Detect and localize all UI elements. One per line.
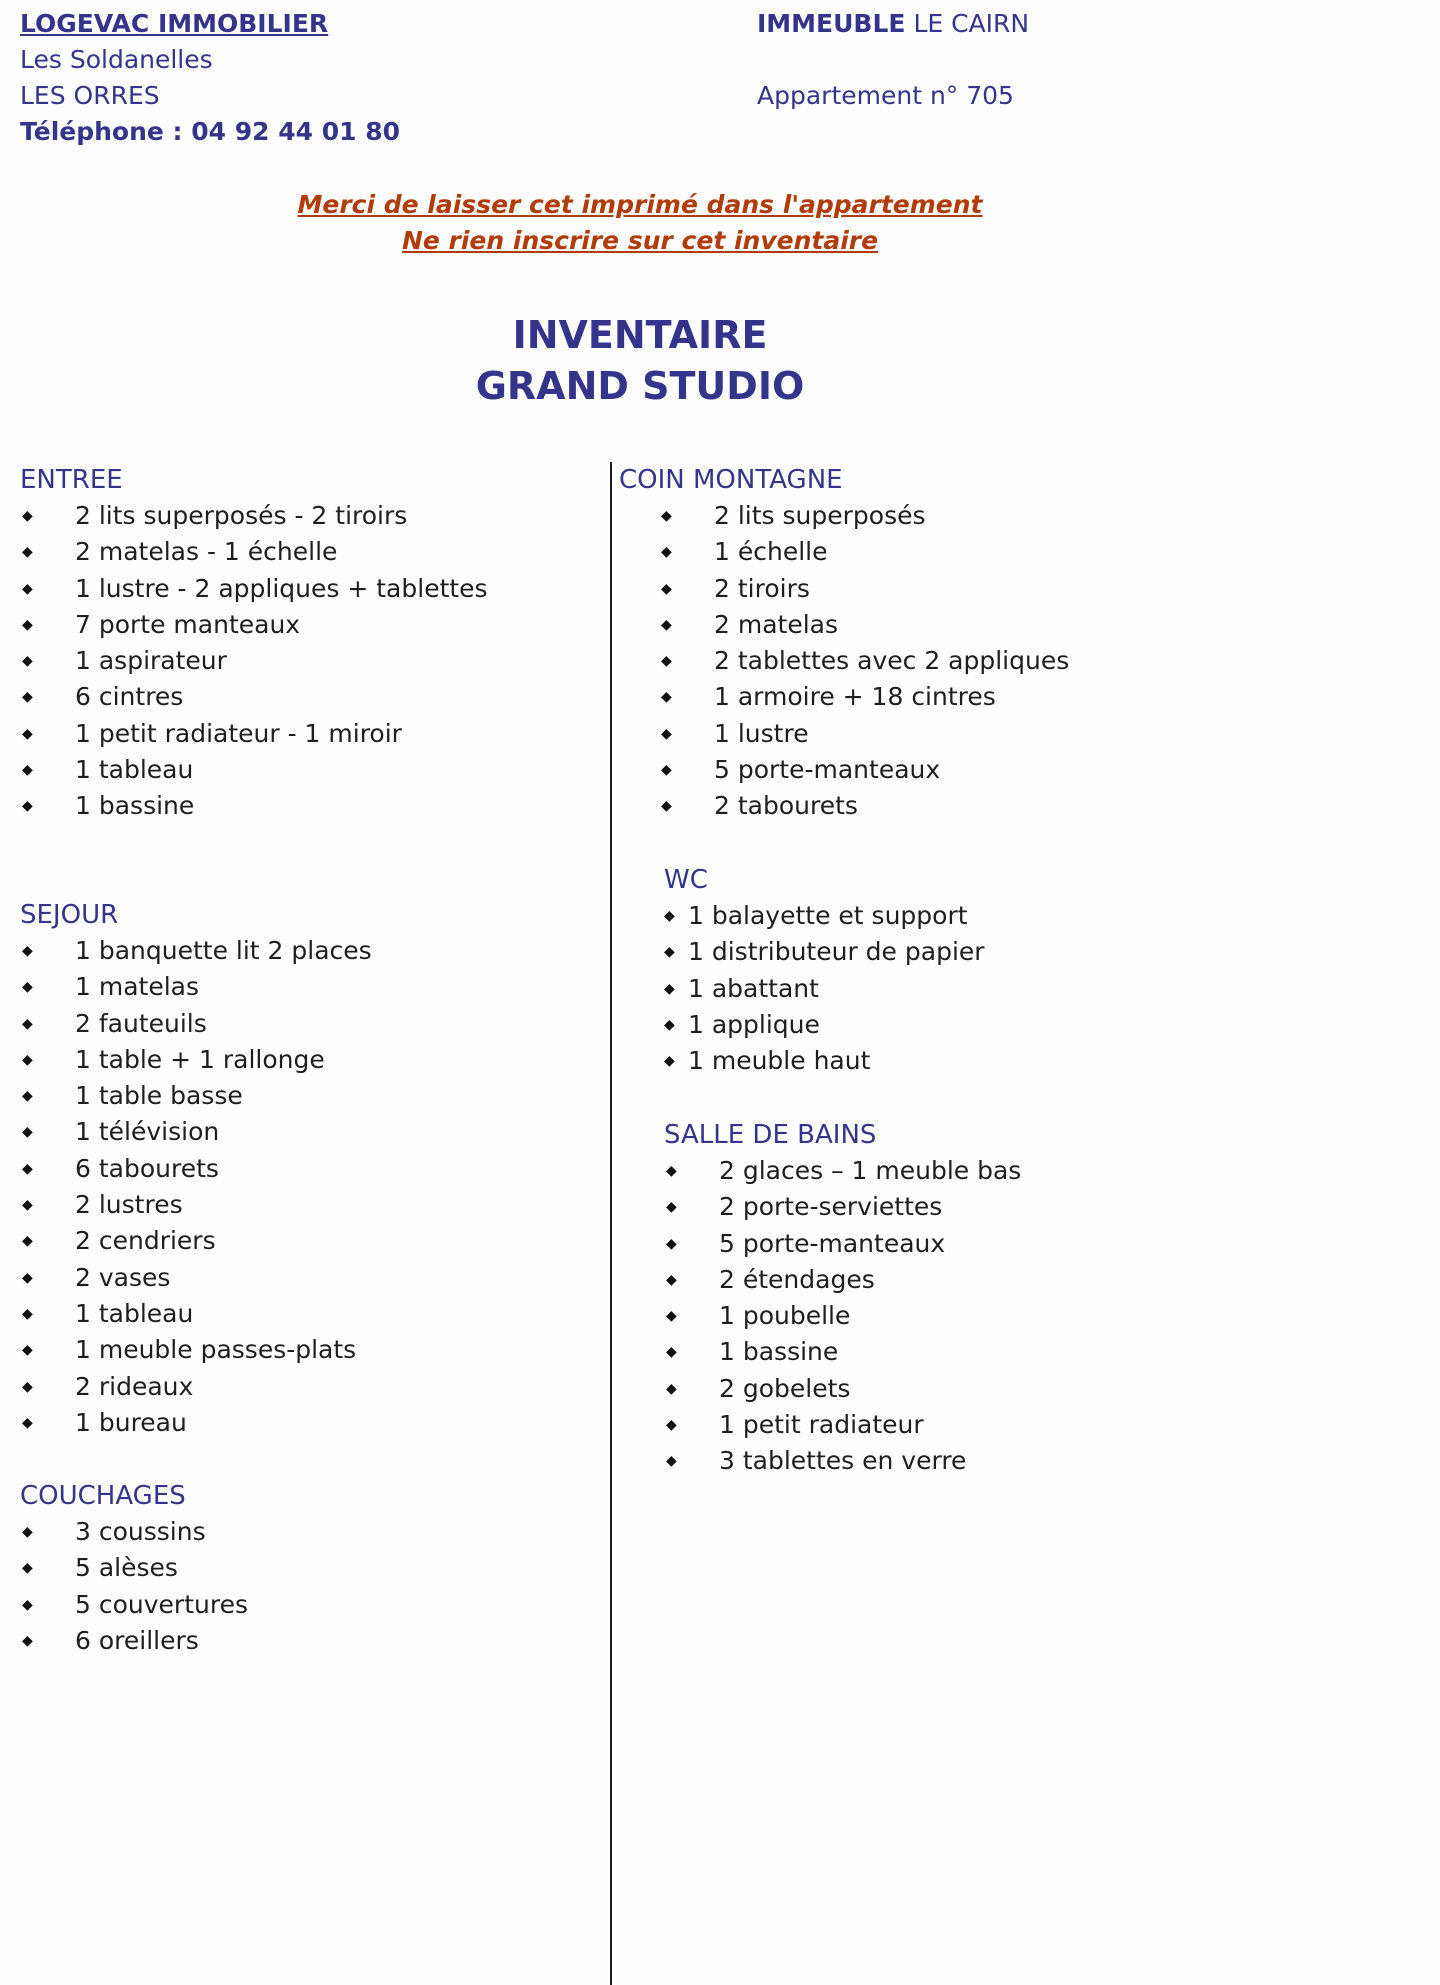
item-list [20, 1514, 248, 1659]
bullet-icon: ◆ [664, 1053, 675, 1070]
bullet-icon: ◆ [22, 1632, 33, 1649]
item-text: 2 glaces – 1 meuble bas [719, 1156, 1022, 1185]
bullet-icon: ◆ [22, 508, 33, 524]
item-text: 2 lits superposés [714, 501, 926, 530]
item-text: 3 tablettes en verre [719, 1446, 967, 1476]
list-item [664, 1043, 985, 1079]
list-item [659, 788, 1069, 824]
bullet-icon: ◆ [664, 1016, 675, 1033]
bullet-icon: ◆ [22, 1596, 33, 1613]
list-item [20, 607, 488, 643]
bullet-icon: ◆ [661, 653, 672, 670]
notice-line-1: Merci de laisser cet imprimé dans l'appartement [297, 190, 983, 219]
list-item [659, 571, 1069, 607]
item-text: 1 armoire + 18 cintres [714, 682, 996, 712]
list-item [20, 1296, 372, 1332]
section-couchages [20, 1478, 248, 1659]
bullet-icon: ◆ [22, 1160, 33, 1177]
section-wc [664, 862, 985, 1079]
list-item [659, 643, 1069, 679]
item-text: 1 petit radiateur - 1 miroir [75, 718, 402, 748]
item-text: 1 matelas [75, 972, 199, 1002]
item-text: 1 échelle [714, 537, 828, 567]
item-text: 1 balayette et support [688, 901, 968, 930]
column-divider [610, 462, 612, 1985]
bullet-icon: ◆ [22, 1015, 33, 1032]
item-text: 3 coussins [75, 1517, 206, 1546]
item-text: 7 porte manteaux [75, 609, 301, 639]
bullet-icon: ◆ [661, 689, 672, 706]
bullet-icon: ◆ [22, 1524, 33, 1540]
list-item [20, 1550, 248, 1586]
list-item [20, 1114, 372, 1150]
item-text: 2 étendages [719, 1264, 875, 1294]
list-item [659, 498, 1069, 534]
list-item [20, 1514, 248, 1550]
bullet-icon: ◆ [22, 616, 33, 633]
address-line-2: LES ORRES [20, 81, 160, 110]
item-list [20, 933, 372, 1441]
title-line-2: GRAND STUDIO [475, 364, 805, 408]
list-item [20, 1332, 372, 1368]
item-text: 2 matelas - 1 échelle [75, 537, 338, 567]
bullet-icon: ◆ [661, 544, 672, 561]
item-text: 1 aspirateur [75, 646, 227, 676]
agency-contact [20, 6, 400, 150]
list-item [20, 498, 488, 534]
section-sejour [20, 897, 372, 1441]
section-heading: SEJOUR [20, 900, 119, 930]
item-text: 1 banquette lit 2 places [75, 936, 372, 965]
section-heading: COIN MONTAGNE [619, 465, 843, 495]
list-item [659, 607, 1069, 643]
title-line-1: INVENTAIRE [512, 313, 768, 357]
item-text: 1 bassine [75, 791, 195, 821]
list-item [20, 1260, 372, 1296]
item-text: 2 tiroirs [714, 573, 810, 603]
item-text: 2 fauteuils [75, 1008, 207, 1038]
apartment-number: Appartement n° 705 [757, 81, 1014, 110]
bullet-icon: ◆ [22, 1124, 33, 1141]
list-item [20, 969, 372, 1005]
list-item [664, 1407, 1021, 1443]
list-item [20, 679, 488, 715]
list-item [20, 752, 488, 788]
list-item [20, 643, 488, 679]
bullet-icon: ◆ [666, 1308, 677, 1325]
bullet-icon: ◆ [22, 1051, 33, 1068]
bullet-icon: ◆ [22, 1269, 33, 1286]
item-text: 2 rideaux [75, 1371, 194, 1401]
item-text: 1 petit radiateur [719, 1410, 924, 1440]
list-item [664, 1371, 1021, 1407]
list-item [20, 1187, 372, 1223]
bullet-icon: ◆ [666, 1380, 677, 1397]
list-item [664, 934, 985, 970]
list-item [20, 788, 488, 824]
list-item [664, 1298, 1021, 1334]
list-item [664, 1262, 1021, 1298]
list-item [20, 1042, 372, 1078]
item-text: 6 oreillers [75, 1625, 199, 1655]
item-text: 2 tablettes avec 2 appliques [714, 646, 1070, 676]
item-text: 1 table + 1 rallonge [75, 1044, 325, 1074]
list-item [659, 679, 1069, 715]
bullet-icon: ◆ [666, 1417, 677, 1434]
bullet-icon: ◆ [666, 1453, 677, 1470]
list-item [664, 1226, 1021, 1262]
list-item [659, 752, 1069, 788]
section-heading: WC [664, 865, 708, 895]
bullet-icon: ◆ [22, 1305, 33, 1322]
bullet-icon: ◆ [22, 762, 33, 779]
item-text: 2 lits superposés - 2 tiroirs [75, 501, 408, 530]
item-text: 1 meuble haut [688, 1046, 871, 1076]
item-text: 1 tableau [75, 1298, 194, 1328]
list-item [20, 1151, 372, 1187]
item-text: 5 alèses [75, 1553, 178, 1583]
list-item [20, 716, 488, 752]
section-heading: COUCHAGES [20, 1481, 186, 1511]
list-item [659, 534, 1069, 570]
list-item [20, 534, 488, 570]
item-text: 1 bassine [719, 1337, 839, 1367]
item-text: 2 vases [75, 1262, 171, 1292]
bullet-icon: ◆ [22, 798, 33, 815]
item-text: 5 couvertures [75, 1589, 248, 1619]
bullet-icon: ◆ [661, 725, 672, 742]
list-item [659, 716, 1069, 752]
bullet-icon: ◆ [664, 980, 675, 997]
item-text: 2 gobelets [719, 1373, 851, 1403]
item-list [659, 498, 1069, 825]
notice [0, 187, 1280, 259]
list-item [20, 1223, 372, 1259]
item-text: 2 matelas [714, 609, 838, 639]
bullet-icon: ◆ [22, 689, 33, 706]
list-item [20, 933, 372, 969]
bullet-icon: ◆ [22, 1342, 33, 1359]
bullet-icon: ◆ [22, 1197, 33, 1214]
bullet-icon: ◆ [22, 943, 33, 959]
page-title [0, 310, 1280, 412]
item-text: 2 cendriers [75, 1226, 216, 1256]
item-text: 1 bureau [75, 1407, 187, 1437]
bullet-icon: ◆ [666, 1344, 677, 1361]
bullet-icon: ◆ [22, 544, 33, 561]
list-item [20, 1369, 372, 1405]
bullet-icon: ◆ [664, 908, 675, 924]
bullet-icon: ◆ [22, 1414, 33, 1431]
list-item [20, 1078, 372, 1114]
list-item [664, 1334, 1021, 1370]
item-text: 1 meuble passes-plats [75, 1335, 357, 1365]
notice-line-2: Ne rien inscrire sur cet inventaire [401, 226, 879, 255]
section-heading: ENTREE [20, 465, 123, 495]
list-item [20, 1006, 372, 1042]
item-text: 1 applique [688, 1009, 820, 1039]
property-info [757, 6, 1029, 114]
item-text: 1 distributeur de papier [688, 937, 985, 967]
item-text: 5 porte-manteaux [719, 1228, 946, 1258]
item-text: 6 cintres [75, 682, 184, 712]
bullet-icon: ◆ [22, 653, 33, 670]
list-item [20, 1405, 372, 1441]
item-list [664, 898, 985, 1079]
bullet-icon: ◆ [22, 1560, 33, 1577]
list-item [664, 898, 985, 934]
bullet-icon: ◆ [661, 798, 672, 815]
bullet-icon: ◆ [22, 979, 33, 996]
building-name [757, 6, 1029, 42]
section-entree [20, 462, 488, 825]
bullet-icon: ◆ [661, 762, 672, 779]
bullet-icon: ◆ [22, 725, 33, 742]
item-text: 1 tableau [75, 755, 194, 785]
address-line-1: Les Soldanelles [20, 45, 213, 74]
section-heading: SALLE DE BAINS [664, 1120, 877, 1150]
bullet-icon: ◆ [666, 1199, 677, 1216]
section-coin-montagne [619, 462, 1069, 825]
bullet-icon: ◆ [22, 580, 33, 597]
item-text: 5 porte-manteaux [714, 755, 941, 785]
list-item [664, 971, 985, 1007]
bullet-icon: ◆ [661, 616, 672, 633]
item-text: 1 abattant [688, 973, 819, 1003]
list-item [664, 1189, 1021, 1225]
item-text: 2 porte-serviettes [719, 1192, 943, 1222]
bullet-icon: ◆ [666, 1235, 677, 1252]
item-text: 1 lustre - 2 appliques + tablettes [75, 573, 488, 603]
bullet-icon: ◆ [666, 1271, 677, 1288]
bullet-icon: ◆ [661, 580, 672, 597]
item-text: 1 télévision [75, 1117, 220, 1147]
list-item [20, 571, 488, 607]
item-text: 1 table basse [75, 1081, 243, 1111]
list-item [664, 1153, 1021, 1189]
item-text: 2 tabourets [714, 791, 858, 821]
bullet-icon: ◆ [22, 1233, 33, 1250]
bullet-icon: ◆ [664, 944, 675, 961]
item-list [664, 1153, 1021, 1480]
item-list [20, 498, 488, 825]
list-item [664, 1007, 985, 1043]
building-prefix: IMMEUBLE [757, 9, 906, 38]
item-text: 1 lustre [714, 718, 809, 748]
building-name-text: LE CAIRN [905, 9, 1030, 38]
list-item [20, 1587, 248, 1623]
item-text: 2 lustres [75, 1190, 183, 1220]
company-name: LOGEVAC IMMOBILIER [20, 9, 329, 38]
bullet-icon: ◆ [22, 1088, 33, 1105]
bullet-icon: ◆ [661, 508, 672, 524]
list-item [20, 1623, 248, 1659]
item-text: 6 tabourets [75, 1153, 219, 1183]
list-item [664, 1443, 1021, 1479]
bullet-icon: ◆ [666, 1163, 677, 1179]
bullet-icon: ◆ [22, 1378, 33, 1395]
phone-number: Téléphone : 04 92 44 01 80 [20, 117, 401, 146]
item-text: 1 poubelle [719, 1301, 851, 1331]
section-salle-de-bains [664, 1117, 1021, 1480]
